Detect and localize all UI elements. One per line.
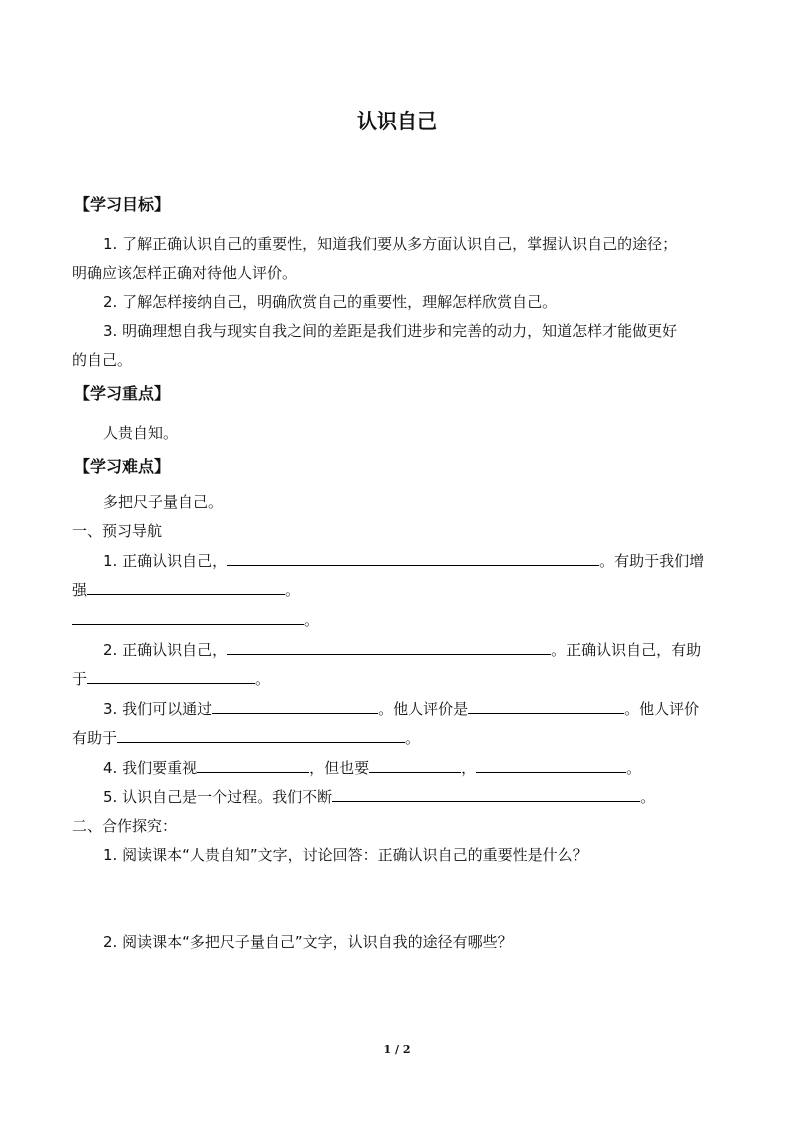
answer-blank[interactable] <box>87 669 255 684</box>
focus-text: 人贵自知。 <box>103 424 179 442</box>
preview-q3-text-b: 。他人评价是 <box>378 700 469 718</box>
goal-2: 2. 了解怎样接纳自己，明确欣赏自己的重要性，理解怎样欣赏自己。 <box>103 293 558 311</box>
answer-blank[interactable] <box>197 758 309 773</box>
explore-heading: 二、合作探究： <box>72 817 178 835</box>
goal-3-line-2: 的自己。 <box>72 351 133 369</box>
preview-question-3-cont <box>72 728 420 748</box>
preview-q4-text-b: ，但也要 <box>309 759 370 777</box>
preview-q4-text-a: 4. 我们要重视 <box>103 759 198 777</box>
answer-blank[interactable] <box>227 551 599 566</box>
preview-q3-text-c: 。他人评价 <box>624 700 700 718</box>
preview-q1-text-a: 1. 正确认识自己， <box>103 552 228 570</box>
answer-blank[interactable] <box>212 699 378 714</box>
preview-question-5 <box>103 787 655 807</box>
preview-q2-text-d: 。 <box>255 670 271 688</box>
preview-q1-text-d: 。 <box>285 581 301 599</box>
preview-q3-text-e: 。 <box>405 729 421 747</box>
answer-blank[interactable] <box>72 610 304 625</box>
preview-q2-text-b: 。正确认识自己，有助 <box>551 641 702 659</box>
preview-question-4 <box>103 758 641 778</box>
preview-q4-text-d: 。 <box>626 759 642 777</box>
answer-blank[interactable] <box>87 580 285 595</box>
preview-heading: 一、预习导航 <box>72 522 163 540</box>
preview-q1-text-e: 。 <box>304 611 320 629</box>
explore-question-1: 1. 阅读课本“人贵自知”文字，讨论回答：正确认识自己的重要性是什么？ <box>103 846 588 864</box>
preview-question-2 <box>103 640 701 660</box>
page-number: 1 / 2 <box>383 1043 411 1056</box>
preview-question-1 <box>103 551 704 571</box>
preview-q5-text-b: 。 <box>640 788 656 806</box>
section-focus-heading: 【学习重点】 <box>74 384 171 403</box>
preview-question-1-cont <box>72 580 300 600</box>
answer-blank[interactable] <box>468 699 624 714</box>
answer-blank[interactable] <box>117 728 405 743</box>
goal-3-line-1: 3. 明确理想自我与现实自我之间的差距是我们进步和完善的动力，知道怎样才能做更好 <box>103 322 678 340</box>
preview-q4-text-c: ， <box>461 759 477 777</box>
answer-blank[interactable] <box>369 758 461 773</box>
goal-1-line-1: 1. 了解正确认识自己的重要性，知道我们要从多方面认识自己，掌握认识自己的途径； <box>103 235 678 253</box>
preview-q1-text-b: 。有助于我们增 <box>599 552 705 570</box>
answer-blank[interactable] <box>332 787 640 802</box>
section-difficulty-heading: 【学习难点】 <box>74 457 171 476</box>
preview-q2-text-c: 于 <box>72 670 88 688</box>
preview-q3-text-d: 有助于 <box>72 729 118 747</box>
preview-question-1-cont-2 <box>72 610 319 630</box>
answer-blank[interactable] <box>227 640 551 655</box>
difficulty-text: 多把尺子量自己。 <box>103 493 224 511</box>
answer-blank[interactable] <box>476 758 626 773</box>
explore-question-2: 2. 阅读课本“多把尺子量自己”文字，认识自我的途径有哪些？ <box>103 933 513 951</box>
preview-q5-text-a: 5. 认识自己是一个过程。我们不断 <box>103 788 333 806</box>
preview-question-3 <box>103 699 699 719</box>
page-title: 认识自己 <box>357 109 437 133</box>
goal-1-line-2: 明确应该怎样正确对待他人评价。 <box>72 264 298 282</box>
preview-question-2-cont <box>72 669 270 689</box>
preview-q1-text-c: 强 <box>72 581 88 599</box>
preview-q2-text-a: 2. 正确认识自己， <box>103 641 228 659</box>
preview-q3-text-a: 3. 我们可以通过 <box>103 700 213 718</box>
section-goals-heading: 【学习目标】 <box>74 195 171 214</box>
